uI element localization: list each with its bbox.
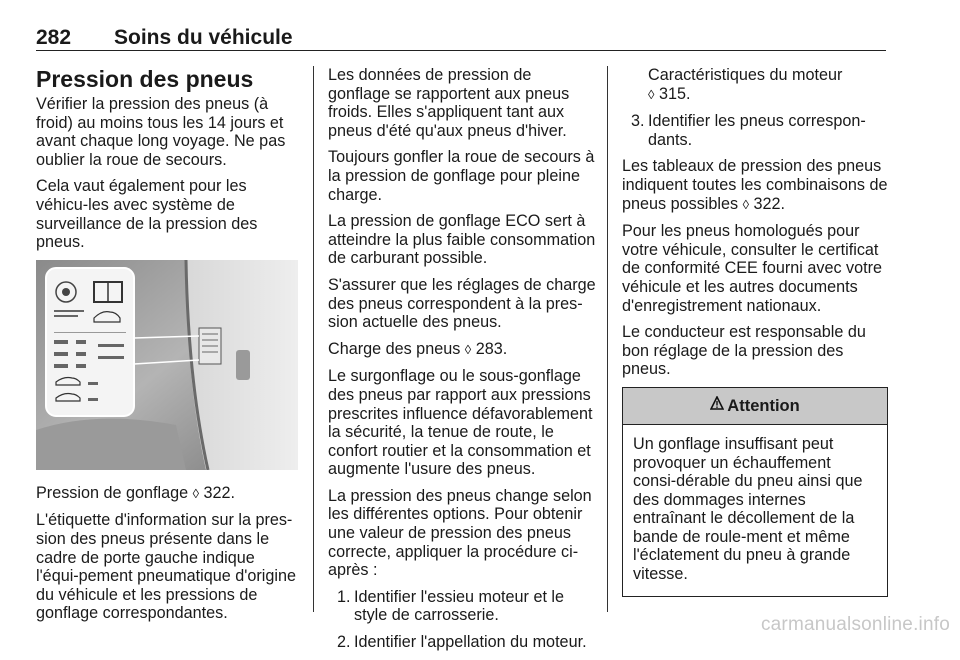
page-title: Pression des pneus [36,66,254,92]
warning-triangle-icon [710,396,724,416]
attention-title: Attention [727,396,800,415]
reference-arrow-icon: ◊ [464,341,472,357]
paragraph: Vérifier la pression des pneus (à froid) au moins tous les 14 jours et avant chaque long voyage. Ne pas oublier la roue de secours. [36,95,286,169]
page-header [36,26,886,51]
list-item: 1. Identifier l'essieu moteur et le style de carrosserie. [337,587,565,625]
column-middle [328,66,596,660]
list-item-continuation: Caractéristiques du moteur ◊ 315. [648,66,843,103]
reference-arrow-icon: ◊ [192,485,200,501]
list-item: 2. Identifier l'appellation du moteur. [337,633,587,652]
reference-arrow-icon: ◊ [742,196,750,212]
attention-text: Un gonflage insuffisant peut provoquer un échauffement consi-dérable du pneu ainsi que des dommages internes entraînant le décollement de la bande de roule-ment et même l'éclatement du pneu à grande vitesse. [633,434,863,584]
list-item: 3. Identifier les pneus correspon-dants. [631,112,866,149]
paragraph: L'étiquette d'information sur la pres-sion des pneus présente dans le cadre de porte gauche indique l'équi-pement pneumatique d'origine du véhicule et les pressions de gonflage correspondantes. [36,511,296,623]
paragraph: Les tableaux de pression des pneus indiquent toutes les combinaisons de pneus possibles ◊ 322. [622,157,888,213]
page-number: 282 [36,26,72,49]
reference-arrow-icon: ◊ [648,86,655,102]
paragraph: Toujours gonfler la roue de secours à la pression de gonflage pour pleine charge. [328,148,595,204]
paragraph: Charge des pneus ◊ 283. [328,339,508,358]
section-title: Soins du véhicule [114,26,293,49]
tire-pressure-label-photo [36,260,298,470]
watermark: carmanualsonline.info [760,614,950,635]
paragraph: Le conducteur est responsable du bon réglage de la pression des pneus. [622,323,866,379]
column-divider [313,66,314,612]
paragraph: La pression des pneus change selon les différentes options. Pour obtenir une valeur de pression des pneus correcte, appliquer la procédure ci-après : [328,486,592,580]
paragraph: Le surgonflage ou le sous-gonflage des pneus par rapport aux pressions prescrites influence défavorablement la sécurité, la tenue de route, le confort routier et la consommation et augmente l'usure des pneus. [328,367,593,479]
paragraph: La pression de gonflage ECO sert à atteindre la plus faible consommation de carburant possible. [328,212,596,268]
column-divider [607,66,608,612]
procedure-list [622,112,888,149]
column-right [622,66,888,597]
paragraph: S'assurer que les réglages de charge des pneus correspondent à la pres-sion actuelle des pneus. [328,275,596,332]
procedure-list [328,588,596,652]
paragraph: Les données de pression de gonflage se rapportent aux pneus froids. Elles s'appliquent tant aux pneus d'été qu'aux pneus d'hiver. [328,66,570,140]
attention-header [623,388,887,425]
column-left [36,66,300,631]
paragraph: Cela vaut également pour les véhicu-les avec système de surveillance de la pression des pneus. [36,177,258,252]
paragraph: Pression de gonflage ◊ 322. [36,483,236,502]
paragraph: Pour les pneus homologués pour votre véhicule, consulter le certificat de conformité CEE fourni avec votre véhicule et les autres documents d'enregistrement nationaux. [622,222,883,315]
attention-box [622,387,888,597]
